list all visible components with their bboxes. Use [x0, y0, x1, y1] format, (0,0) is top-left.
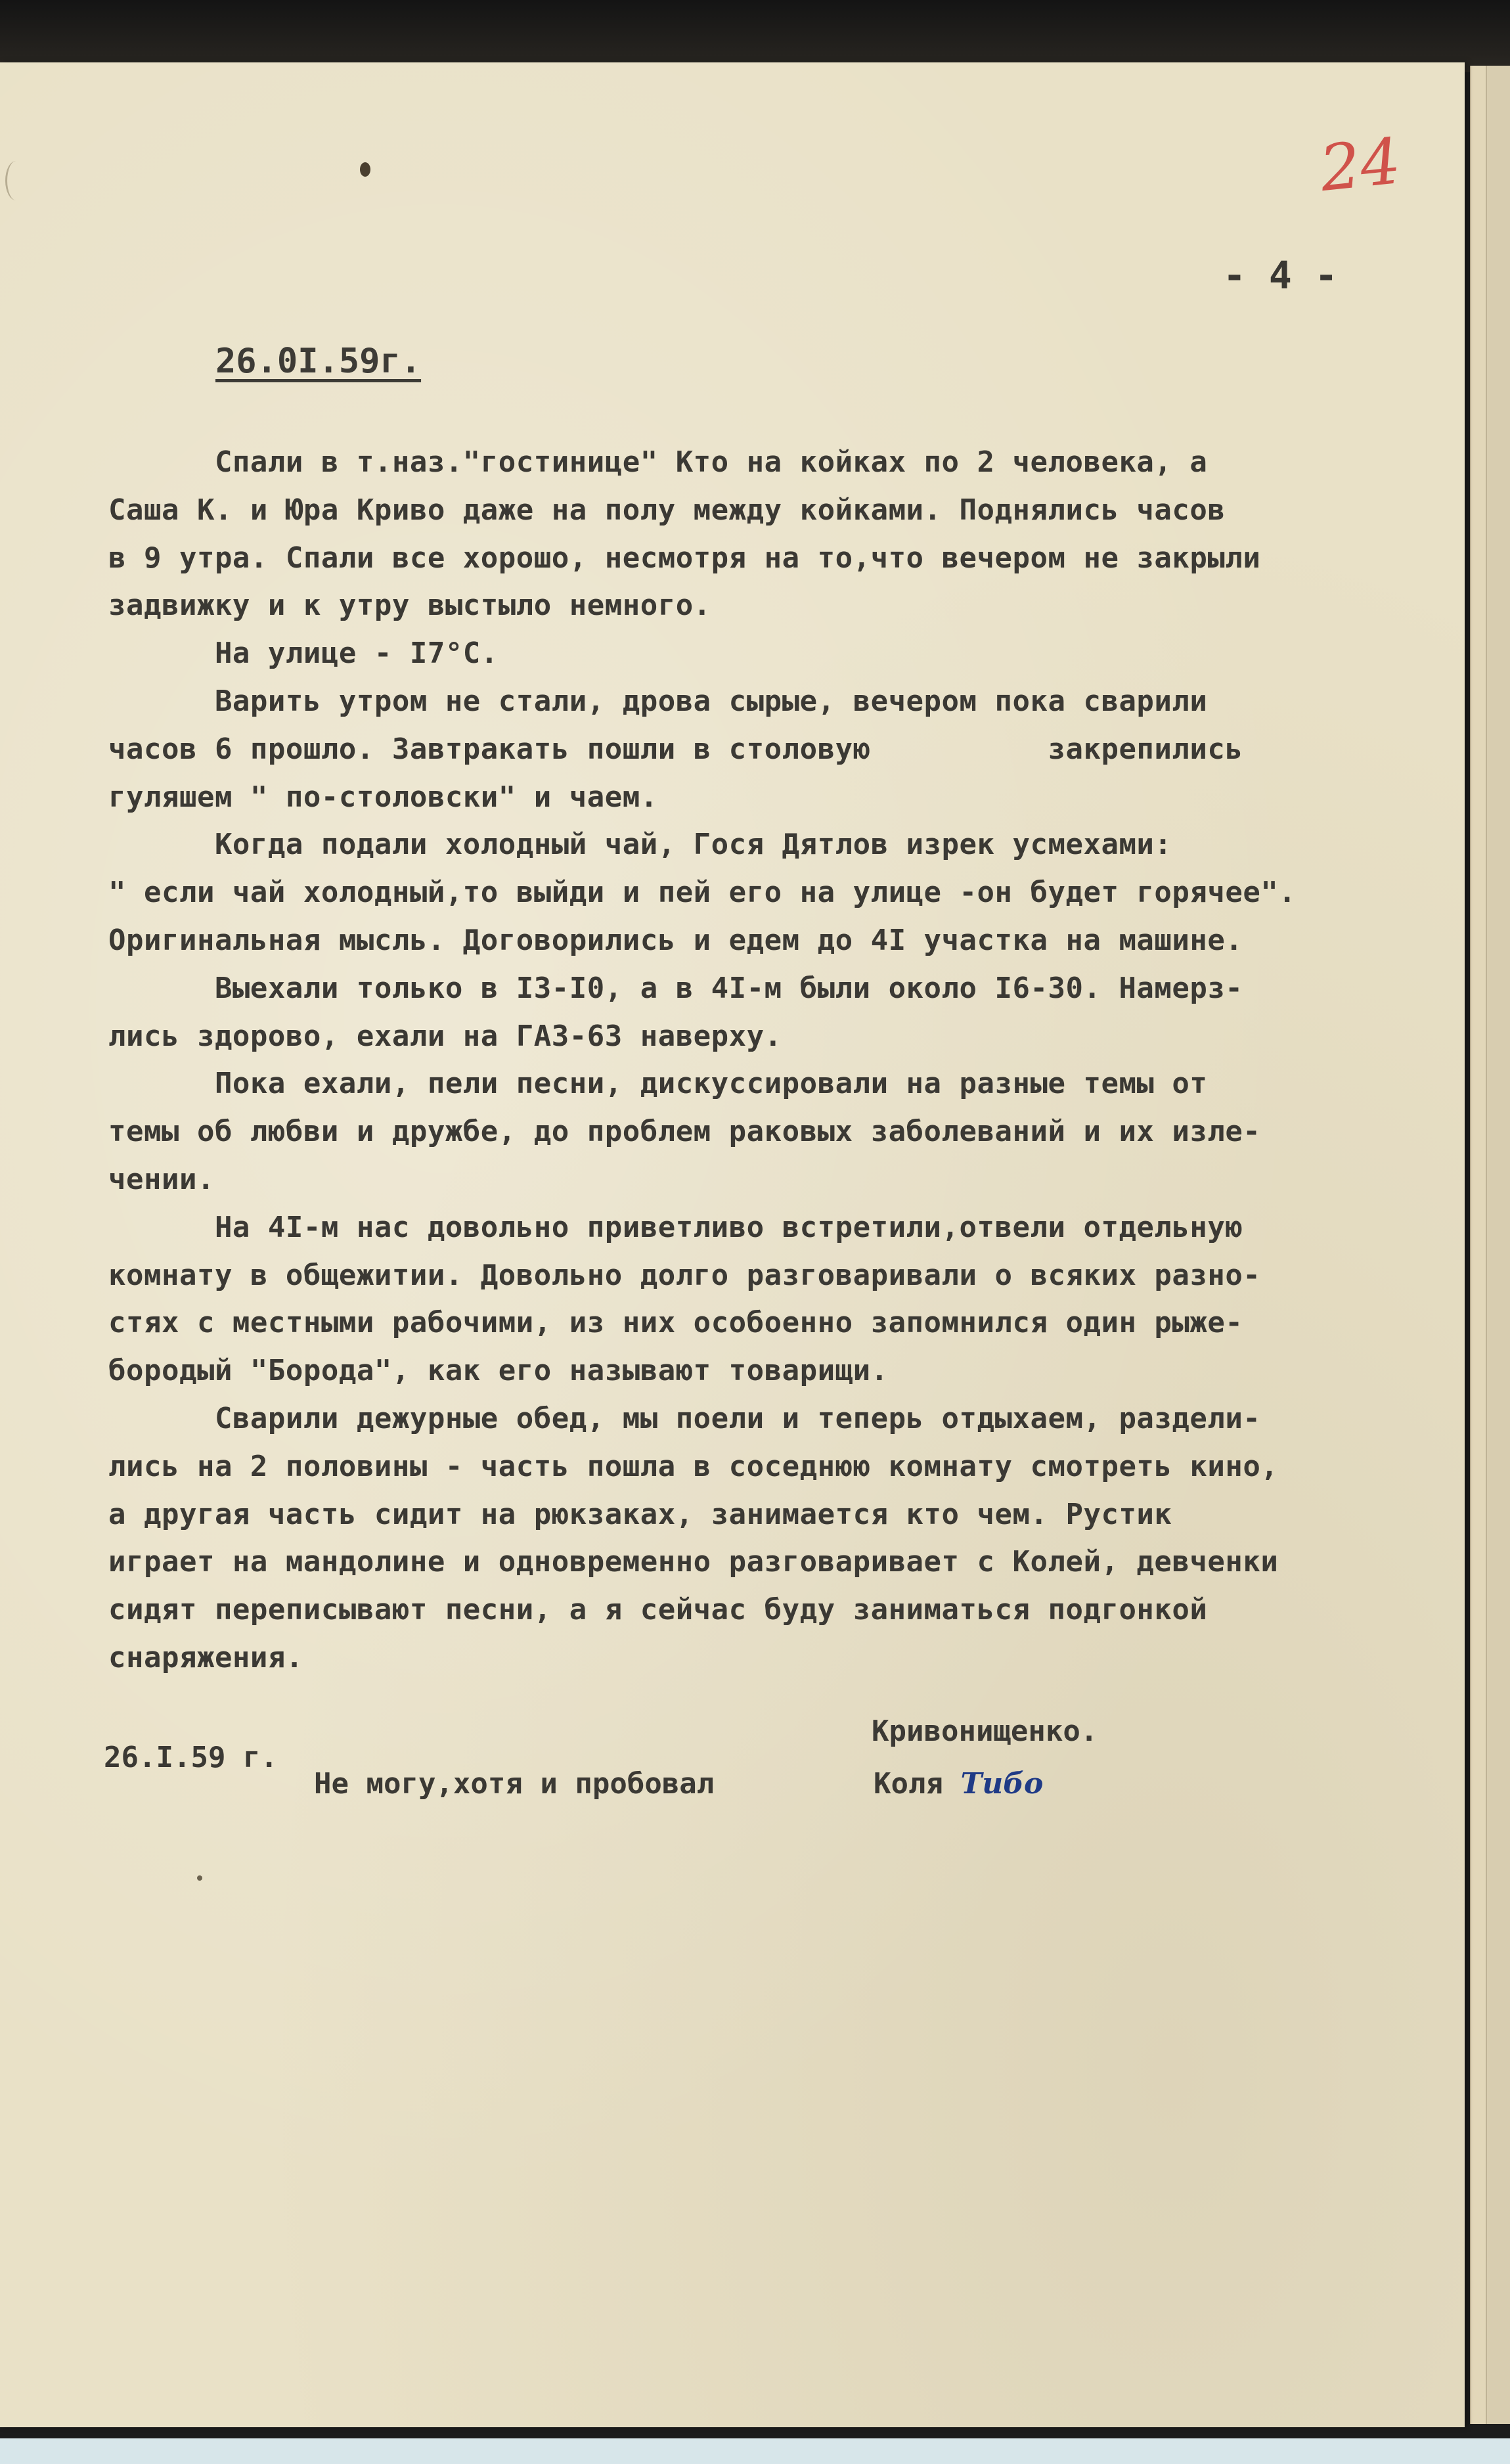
text-line: Сварили дежурные обед, мы поели и теперь отдыхаем, раздели-	[108, 1401, 1261, 1435]
text-line: Варить утром не стали, дрова сырые, вечером пока сварили	[108, 684, 1208, 718]
text-line: На 4I-м нас довольно приветливо встретили,отвели отдельную	[108, 1210, 1243, 1244]
text-line: Выехали только в I3-I0, а в 4I-м были около I6-30. Намерз-	[108, 971, 1243, 1005]
underlying-sheet-edge-2	[1486, 66, 1510, 2424]
handwritten-name: Тибо	[960, 1767, 1044, 1801]
text-line: в 9 утра. Спали все хорошо, несмотря на то,что вечером не закрыли	[108, 541, 1261, 575]
dust-speck	[197, 1875, 202, 1881]
second-entry-note: Не могу,хотя и пробовал	[314, 1767, 715, 1801]
text-line: стях с местными рабочими, из них особоенно запомнился один рыже-	[108, 1306, 1243, 1340]
diary-text	[108, 439, 1435, 1682]
entry-date: 26.0I.59г.	[215, 342, 422, 381]
signature-author: Кривонищенко.	[872, 1714, 1098, 1748]
text-line: гуляшем " по-столовски" и чаем.	[108, 780, 658, 814]
second-signer-name: Коля	[874, 1767, 943, 1801]
text-line: Когда подали холодный чай, Гося Дятлов изрек усмехами:	[108, 828, 1172, 862]
second-signer	[874, 1767, 1043, 1801]
text-line: снаряжения.	[108, 1640, 303, 1674]
page-number: - 4 -	[1223, 253, 1338, 298]
margin-crease	[5, 161, 27, 200]
text-line: а другая часть сидит на рюкзаках, занимается кто чем. Рустик	[108, 1497, 1172, 1531]
text-line: бородый "Борода", как его называют товарищи.	[108, 1354, 889, 1388]
text-line: лись на 2 половины - часть пошла в соседнюю комнату смотреть кино,	[108, 1449, 1279, 1483]
text-line: " если чай холодный,то выйди и пей его на улице -он будет горячее".	[108, 876, 1297, 910]
text-line: лись здорово, ехали на ГАЗ-63 наверху.	[108, 1019, 782, 1053]
text-line: задвижку и к утру выстыло немного.	[108, 589, 711, 623]
second-entry-date: 26.I.59 г.	[104, 1741, 278, 1774]
text-line: часов 6 прошло. Завтракать пошли в столовую закрепились	[108, 732, 1243, 766]
scan-background	[0, 0, 1510, 72]
handwritten-folio-number: 24	[1316, 123, 1404, 206]
text-line: играет на мандолине и одновременно разговаривает с Колей, девченки	[108, 1545, 1279, 1579]
text-line: чении.	[108, 1162, 215, 1196]
text-line: Спали в т.наз."гостинице" Кто на койках по 2 человека, а	[108, 445, 1208, 479]
text-line: На улице - I7°С.	[108, 637, 499, 671]
text-line: комнату в общежитии. Довольно долго разговаривали о всяких разно-	[108, 1258, 1261, 1292]
text-line: сидят переписывают песни, а я сейчас буду заниматься подгонкой	[108, 1593, 1208, 1627]
punch-mark	[360, 162, 370, 177]
text-line: темы об любви и дружбе, до проблем раковых заболеваний и их изле-	[108, 1115, 1261, 1149]
text-line: Саша К. и Юра Криво даже на полу между койками. Поднялись часов	[108, 493, 1226, 527]
text-line: Оригинальная мысль. Договорились и едем до 4I участка на машине.	[108, 923, 1243, 957]
scan-bottom-strip	[0, 2438, 1510, 2464]
text-line: Пока ехали, пели песни, дискуссировали на разные темы от	[108, 1067, 1208, 1101]
